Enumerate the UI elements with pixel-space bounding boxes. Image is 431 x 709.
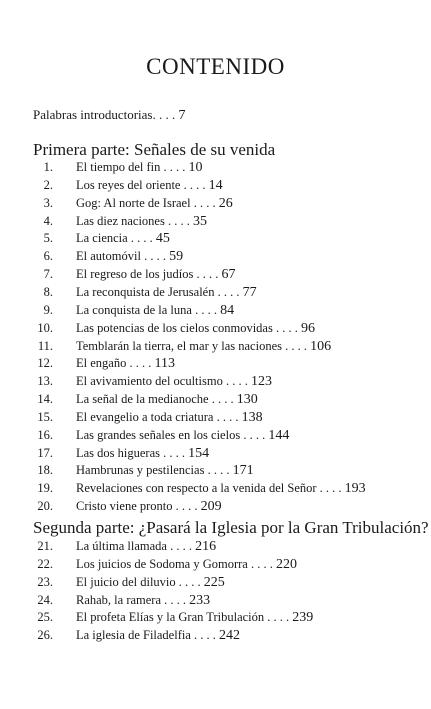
entry-leader: . . . . — [164, 213, 193, 228]
entry-text — [76, 499, 222, 515]
intro-page: 7 — [178, 108, 186, 123]
entry-leader: . . . . — [272, 320, 301, 335]
entry-page: 220 — [275, 556, 297, 572]
entry-text — [76, 178, 223, 194]
entry-title: Revelaciones con respecto a la venida del Señor — [76, 481, 317, 496]
entry-text — [76, 392, 258, 408]
entry-page: 14 — [208, 177, 223, 193]
entry-leader: . . . . — [140, 249, 170, 264]
entry-page: 96 — [300, 320, 315, 336]
entry-number: 7. — [43, 267, 53, 282]
entry-page: 154 — [188, 445, 210, 461]
entry-leader: . . . . — [160, 445, 189, 460]
entry-leader: . . . . — [213, 409, 242, 424]
entry-title: La iglesia de Filadelfia — [76, 628, 191, 643]
entry-text — [76, 557, 297, 573]
part-2-heading: Segunda parte: ¿Pasará la Iglesia por la Gran Tribulación? — [33, 518, 429, 537]
entry-page: 209 — [200, 499, 222, 515]
entry-text — [76, 249, 183, 265]
entry-title: La conquista de la luna — [76, 302, 192, 317]
entry-leader: . . . . — [214, 284, 243, 299]
entry-title: Las potencias de los cielos conmovidas — [76, 320, 273, 335]
entry-text — [76, 593, 210, 609]
entry-leader: . . . . — [161, 592, 190, 607]
entry-text — [76, 356, 175, 372]
entry-page: 59 — [169, 249, 184, 265]
entry-text — [76, 160, 202, 176]
entry-text — [76, 428, 289, 444]
entry-title: El engaño — [76, 356, 127, 371]
entry-text — [76, 539, 216, 555]
entry-text — [76, 628, 240, 644]
entry-title: Los juicios de Sodoma y Gomorra — [76, 556, 248, 571]
entry-page: 10 — [188, 160, 203, 175]
entry-text — [76, 285, 257, 301]
entry-page: 239 — [292, 610, 314, 626]
entry-title: Los reyes del oriente — [76, 177, 181, 192]
entry-number: 1. — [43, 160, 53, 174]
entry-leader: . . . . — [191, 302, 221, 317]
entry-leader: . . . . — [126, 356, 155, 371]
entry-number: 24. — [37, 592, 53, 607]
entry-title: Gog: Al norte de Israel — [76, 195, 191, 210]
entry-number: 12. — [37, 356, 53, 371]
entry-title: La reconquista de Jerusalén — [76, 284, 215, 299]
entry-leader: . . . . — [160, 160, 189, 174]
entry-page: 35 — [192, 213, 207, 229]
entry-title: Rahab, la ramera — [76, 592, 162, 607]
entry-page: 26 — [218, 195, 233, 211]
entry-leader: . . . . — [208, 392, 237, 407]
entry-page: 171 — [232, 463, 254, 479]
entry-number: 19. — [37, 481, 53, 496]
entry-text — [76, 303, 234, 319]
entry-leader: . . . . — [127, 231, 156, 246]
entry-title: Cristo viene pronto — [76, 499, 173, 514]
entry-number: 17. — [37, 445, 53, 460]
entry-leader: . . . . — [247, 556, 276, 571]
entry-title: El evangelio a toda criatura — [76, 409, 214, 424]
entry-number: 5. — [43, 231, 53, 246]
entry-leader: . . . . — [264, 610, 293, 625]
entry-leader: . . . . — [175, 574, 204, 589]
entry-number: 14. — [37, 392, 53, 407]
entry-title: Hambrunas y pestilencias — [76, 463, 205, 478]
entry-page: 67 — [221, 267, 236, 283]
entry-page: 130 — [236, 392, 258, 408]
entry-number: 26. — [37, 628, 53, 643]
entry-title: Las dos higueras — [76, 445, 161, 460]
entry-page: 45 — [155, 231, 170, 247]
entry-text — [76, 463, 254, 479]
page-title: CONTENIDO — [146, 54, 285, 79]
entry-text — [76, 321, 315, 337]
entry-title: La última llamada — [76, 539, 167, 553]
entry-page: 144 — [268, 427, 290, 443]
entry-leader: . . . . — [190, 195, 219, 210]
entry-title: Las diez naciones — [76, 213, 165, 228]
entry-text — [76, 374, 272, 390]
entry-title: Temblarán la tierra, el mar y las naciones — [76, 338, 282, 353]
entry-text — [76, 575, 225, 591]
entry-number: 21. — [37, 539, 53, 553]
intro-title: Palabras introductorias — [33, 107, 153, 122]
entry-number: 11. — [37, 338, 53, 353]
entry-text — [76, 196, 233, 212]
entry-number: 2. — [43, 177, 53, 192]
entry-number: 15. — [37, 409, 53, 424]
entry-text — [76, 267, 235, 283]
entry-leader: . . . . — [240, 427, 269, 442]
entry-leader: . . . . — [204, 463, 233, 478]
entry-page: 84 — [220, 302, 235, 318]
entry-number: 16. — [37, 427, 53, 442]
entry-leader: . . . . — [190, 628, 220, 643]
entry-number: 4. — [43, 213, 53, 228]
entry-text — [76, 410, 263, 426]
entry-number: 18. — [37, 463, 53, 478]
entry-title: El juicio del diluvio — [76, 574, 176, 589]
entry-number: 3. — [43, 195, 53, 210]
entry-leader: . . . . — [180, 177, 209, 192]
entry-text — [76, 339, 331, 355]
entry-number: 9. — [43, 302, 53, 317]
entry-text — [76, 610, 313, 626]
entry-title: Las grandes señales en los cielos — [76, 427, 241, 442]
entry-leader: . . . . — [166, 539, 196, 553]
entry-leader: . . . . — [222, 374, 251, 389]
intro-leader: . . . . — [152, 107, 179, 122]
entry-page: 225 — [203, 574, 225, 590]
entry-leader: . . . . — [172, 499, 201, 514]
entry-page: 193 — [344, 481, 366, 497]
part-1-heading: Primera parte: Señales de su venida — [33, 140, 276, 159]
entry-title: El tiempo del fin — [76, 160, 161, 174]
entry-title: El avivamiento del ocultismo — [76, 374, 223, 389]
entry-text — [76, 446, 209, 462]
entry-number: 20. — [37, 499, 53, 514]
intro-entry — [33, 107, 186, 124]
entry-leader: . . . . — [193, 267, 222, 282]
entry-number: 23. — [37, 574, 53, 589]
entry-number: 13. — [37, 374, 53, 389]
entry-text — [76, 214, 207, 230]
entry-page: 138 — [241, 409, 263, 425]
entry-title: El profeta Elías y la Gran Tribulación — [76, 610, 265, 625]
entry-title: La señal de la medianoche — [76, 392, 209, 407]
entry-leader: . . . . — [316, 481, 345, 496]
entry-page: 233 — [189, 592, 211, 608]
entry-number: 25. — [37, 610, 53, 625]
entry-number: 10. — [37, 320, 53, 335]
entry-text — [76, 481, 366, 497]
entry-page: 77 — [242, 284, 257, 300]
entry-page: 216 — [195, 539, 217, 554]
entry-title: El automóvil — [76, 249, 141, 264]
entry-title: La ciencia — [76, 231, 128, 246]
entry-leader: . . . . — [281, 338, 311, 353]
entry-page: 113 — [154, 356, 175, 372]
entry-text — [76, 231, 170, 247]
entry-number: 22. — [37, 556, 53, 571]
entry-number: 8. — [43, 284, 53, 299]
entry-title: El regreso de los judíos — [76, 267, 194, 282]
entry-number: 6. — [43, 249, 53, 264]
entry-page: 123 — [250, 374, 272, 390]
entry-page: 242 — [219, 628, 241, 644]
entry-page: 106 — [310, 338, 332, 354]
